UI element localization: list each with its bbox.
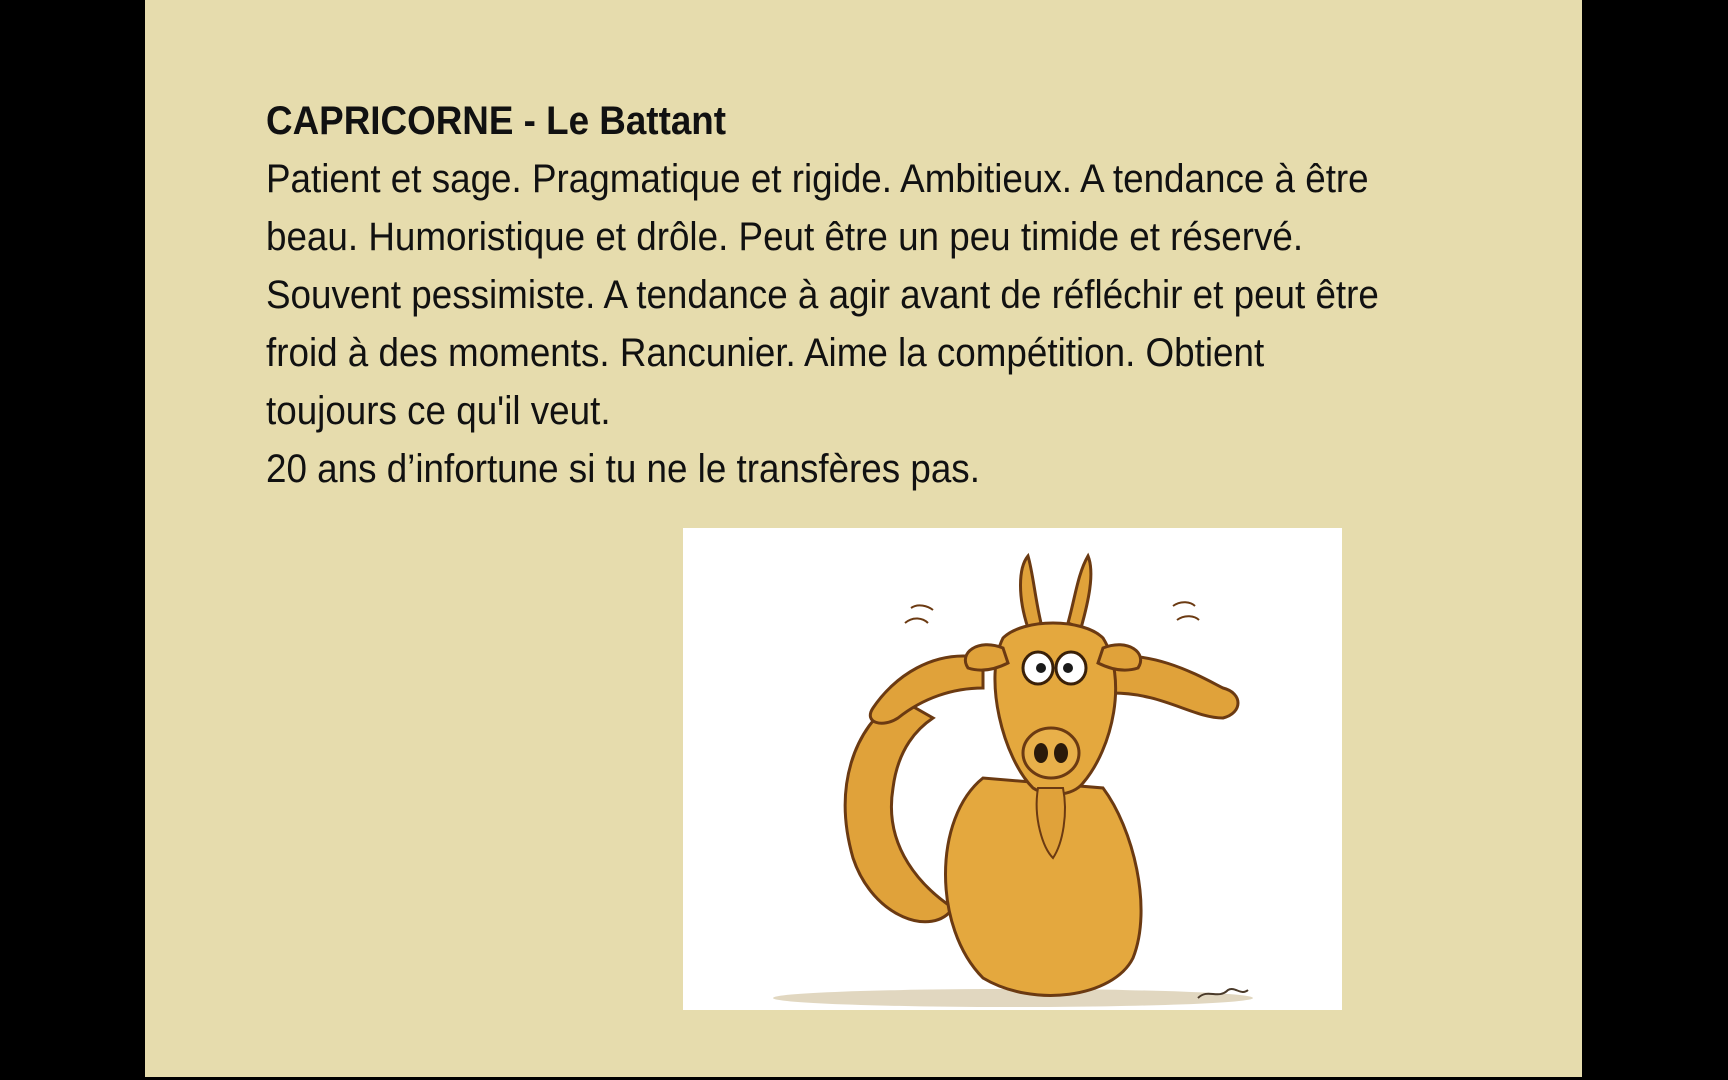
capricorn-goat-illustration — [683, 528, 1342, 1010]
slide-title: CAPRICORNE - Le Battant — [266, 99, 727, 143]
goat-icon — [683, 528, 1342, 1010]
slide-warning: 20 ans d’infortune si tu ne le transfères pas. — [266, 447, 980, 491]
slide-text-block — [266, 92, 1398, 498]
slide-description: Patient et sage. Pragmatique et rigide. Ambitieux. A tendance à être beau. Humoristique et drôle. Peut être un peu timide et réservé. Souvent pessimiste. A tendance à agir avant de réfléchir et peut être froid à des moments. Rancunier. Aime la compétition. Obtient toujours ce qu'il veut. — [266, 157, 1379, 433]
slide — [145, 0, 1582, 1077]
